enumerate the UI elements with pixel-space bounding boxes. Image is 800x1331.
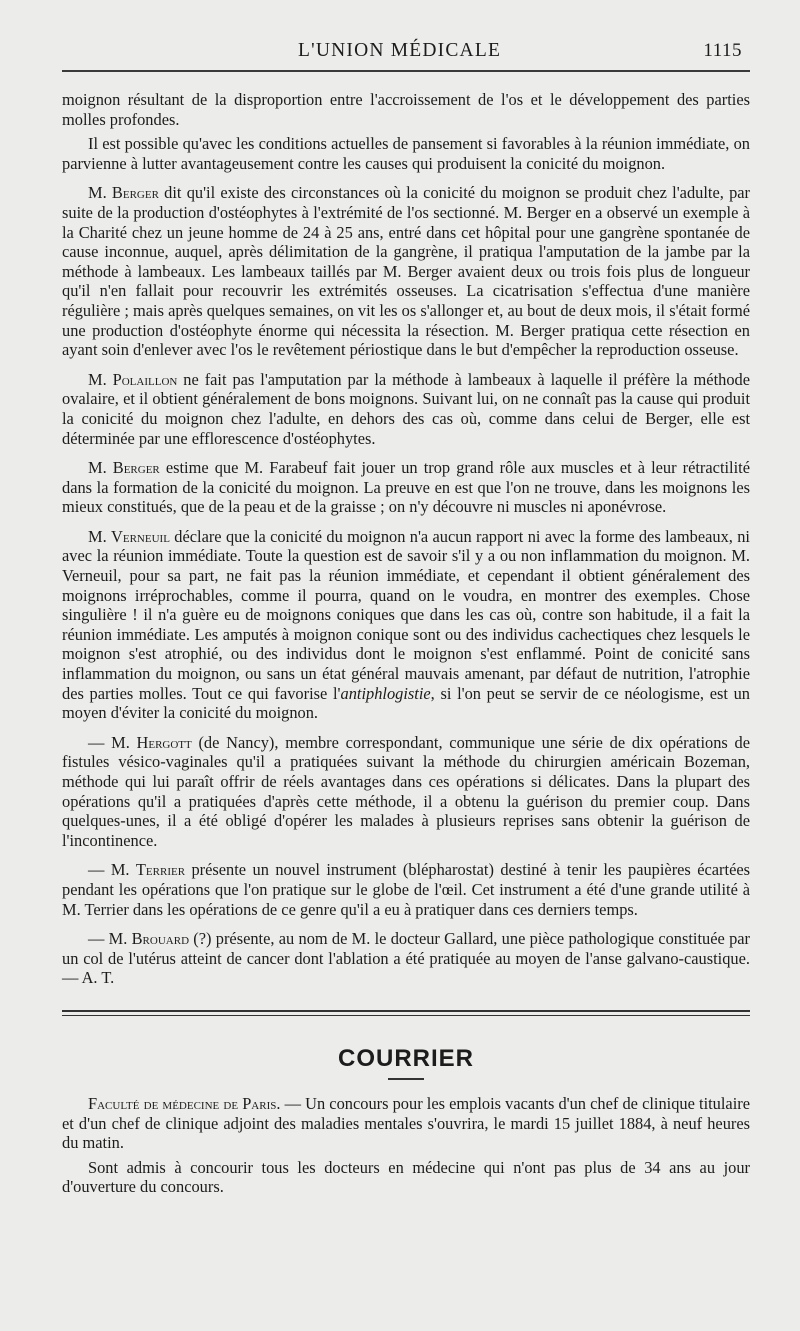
text-run: ne fait pas l'amputation par la méthode à lambeaux à laquelle il préfère la méthode ovalaire, et il obtient généralement de bons moignons. Suivant lui, on ne connaît pas la cause qui produit la conicité du moignon chez l'adulte, en dehors des cas où, comme dans celui de Berger, elle est déterminée par une efflorescence d'ostéophytes. xyxy=(62,369,750,448)
paragraph xyxy=(62,183,750,359)
article-body xyxy=(62,90,750,1207)
name-small-caps: Verneuil xyxy=(111,526,170,546)
paragraph xyxy=(62,733,750,851)
name-small-caps: Hergott xyxy=(136,732,192,752)
text-run: dit qu'il existe des circonstances où la conicité du moignon se produit chez l'adulte, par suite de la production d'ostéophytes à l'extrémité de l'os sectionné. M. Berger en a observé un exemple à la Charité chez un jeune homme de 24 à 25 ans, entré dans cet hôpital pour une gangrène spontanée de cause inconnue, auquel, après délimitation de la gangrène, il pratiqua l'amputation de la jambe par la méthode à lambeaux. Les lambeaux taillés par M. Berger avaient deux ou trois fois plus de longueur qu'il n'en fallait pour recouvrir les extrémités osseuses. La cicatrisation s'effectua d'une manière régulière ; mais après quelques semaines, on vit les os s'allonger et, au bout de deux mois, il s'était formé une production d'ostéophyte énorme qui nécessita la résection. M. Berger pratiqua cette résection en ayant soin d'enlever avec l'os le revêtement périostique dans le but d'empêcher la reproduction osseuse. xyxy=(62,183,750,360)
paragraph xyxy=(62,134,750,173)
text-run: M. xyxy=(88,458,113,478)
text-run: M. xyxy=(88,369,113,389)
paragraph xyxy=(62,90,750,129)
paragraph xyxy=(62,1094,750,1153)
paragraph xyxy=(62,929,750,988)
name-small-caps: Berger xyxy=(112,458,160,478)
section-heading: COURRIER xyxy=(337,1044,474,1072)
text-run: moignon résultant de la disproportion entre l'accroissement de l'os et le développement des parties molles profondes. xyxy=(62,90,750,129)
text-run: , si l'on peut se servir de ce néologisme, est un moyen d'éviter la conicité du moignon. xyxy=(62,683,750,723)
text-run: estime que M. Farabeuf fait jouer un trop grand rôle aux muscles et à leur rétractilité dans la formation de la conicité du moignon. La preuve en est que l'on ne trouve, dans les moignons les mieux constitués, que de la peau et de la graisse ; on n'y découvre ni muscles ni aponévrose. xyxy=(62,458,750,517)
paragraph xyxy=(62,458,750,517)
paragraph xyxy=(62,860,750,919)
text-run: Sont admis à concourir tous les docteurs en médecine qui n'ont pas plus de 34 ans au jour d'ouverture du concours. xyxy=(62,1157,750,1197)
name-small-caps: Berger xyxy=(111,183,159,203)
header-rule xyxy=(62,70,750,72)
text-run: (de Nancy), membre correspondant, communique une série de dix opérations de fistules vésico-vaginales qu'il a pratiquées suivant la méthode du chirurgien américain Bozeman, méthode qui lui paraît offrir de réels avantages dans ces opérations si délicates. Dans la plupart des opérations qu'il a pratiquées d'après cette méthode, il a obtenu la guérison du premier coup. Dans quelques-unes, il a été obligé d'opérer les malades à plusieurs reprises sans obtenir la guérison de l'incontinence. xyxy=(62,732,750,850)
running-head xyxy=(62,38,750,68)
name-small-caps: Faculté de médecine de Paris. xyxy=(88,1093,281,1113)
text-run: M. xyxy=(88,183,112,203)
text-run: — M. xyxy=(88,929,132,949)
text-run: — Un concours pour les emplois vacants d'un chef de clinique titulaire et d'un chef de clinique adjoint des maladies mentales s'ouvrira, le mardi 15 juillet 1884, à neuf heures du matin. xyxy=(62,1093,750,1153)
paragraph xyxy=(62,370,750,448)
paragraph xyxy=(62,527,750,723)
heading-rule xyxy=(388,1078,424,1080)
text-run: (?) présente, au nom de M. le docteur Gallard, une pièce pathologique constituée par un col de l'utérus atteint de cancer dont l'ablation a été pratiquée au moyen de l'anse galvano-caustique. — A. T. xyxy=(62,929,750,988)
text-run: Il est possible qu'avec les conditions actuelles de pansement si favorables à la réunion immédiate, on parvienne à lutter avantageusement contre les causes qui produisent la conicité du moignon. xyxy=(62,134,750,173)
text-run: — M. xyxy=(88,860,136,880)
name-small-caps: Terrier xyxy=(135,860,186,880)
text-run: — M. xyxy=(88,732,137,752)
name-small-caps: Polaillon xyxy=(112,369,178,389)
name-small-caps: Brouard xyxy=(131,929,190,949)
page-number: 1115 xyxy=(703,40,742,61)
section-divider xyxy=(62,1010,750,1016)
text-run: présente un nouvel instrument (blépharostat) destiné à tenir les paupières écartées pendant les opérations que l'on pratique sur le globe de l'œil. Cet instrument a été d'une grande utilité à M. Terrier dans les opérations de ce genre qu'il a eu à pratiquer dans ces derniers temps. xyxy=(62,860,750,919)
paragraph xyxy=(62,1158,750,1197)
running-title: L'UNION MÉDICALE xyxy=(298,40,502,61)
text-run: déclare que la conicité du moignon n'a aucun rapport ni avec la forme des lambeaux, ni avec la réunion immédiate. Toute la question est de savoir s'il y a ou non inflammation du moignon. M. Verneuil, pour sa part, ne fait pas la réunion immédiate, et cependant il obtient généralement des moignons irréprochables, comme il pourra, quand on le voudra, en montrer des exemples. Chose singulière ! il n'a guère eu de moignons coniques que dans les cas où, contre son habitude, il a fait la réunion immédiate. Les amputés à moignon conique sont ou des individus cachectiques chez lesquels le moignon s'est atrophié, ou des individus dont le moignon s'est enflammé. Point de conicité sans inflammation du moignon, ou sans un état général mauvais amenant, par défaut de nutrition, l'atrophie des parties molles. Tout ce qui favorise l' xyxy=(62,526,750,703)
italic-term: antiphlogistie xyxy=(340,683,431,703)
text-run: M. xyxy=(88,526,112,546)
